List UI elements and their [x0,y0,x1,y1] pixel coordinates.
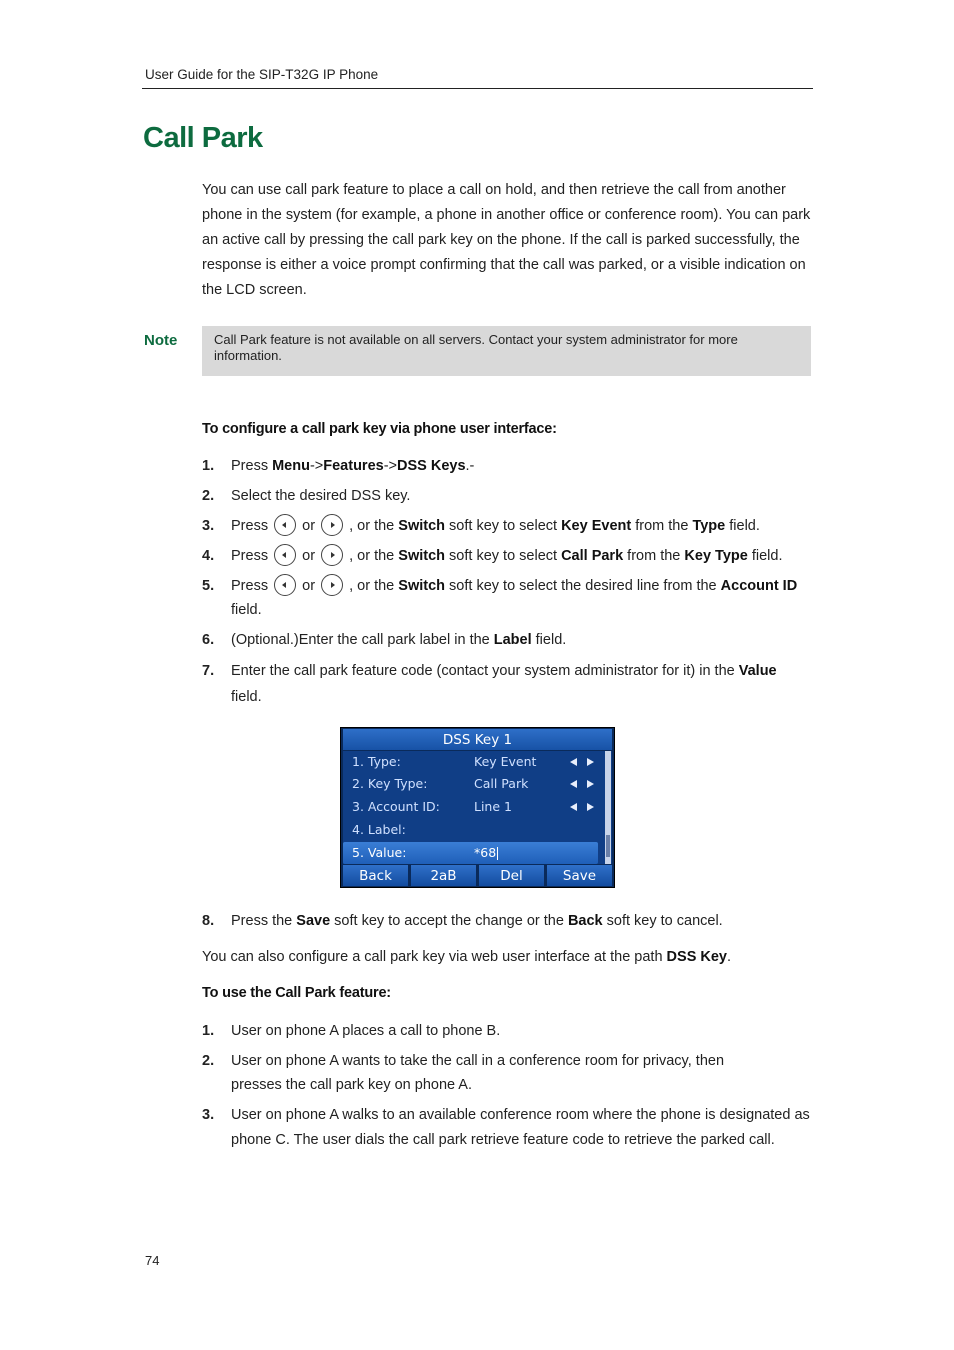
left-arrow-key-icon [274,514,296,536]
note-box [202,326,811,376]
menu-path-dss-keys: DSS Keys [397,458,466,474]
menu-path-features: Features [323,458,384,474]
note-label: Note [144,332,178,349]
account-id-field-ref: Account ID [720,578,798,594]
step-text: Press [231,518,269,534]
step-number: 4. [202,548,215,564]
lcd-scroll-thumb[interactable] [606,835,610,857]
lcd-row-value: Key Event [474,754,537,769]
key-event-ref: Key Event [561,518,632,534]
step-number: 2. [202,488,215,504]
configure-step-1 [202,454,814,478]
key-type-field-ref: Key Type [684,548,748,564]
step-number: 8. [202,913,215,929]
lcd-row-label: 4. Label: [352,822,406,837]
lcd-row-value: Call Park [474,776,529,791]
lcd-row-value-field[interactable] [343,842,598,864]
step-text: field. [725,518,760,534]
step-text: from the [631,518,693,534]
lcd-row-label: 2. Key Type: [352,776,428,791]
call-park-ref: Call Park [561,548,624,564]
configure-step-3 [202,514,814,538]
web-ui-paragraph [202,945,814,969]
softkey-save[interactable]: Save [547,865,612,886]
step-text: or [302,548,316,564]
step-text: (Optional.)Enter the call park label in the [231,632,494,648]
step-number: 5. [202,578,215,594]
step-text: .- [465,458,475,474]
lcd-body [343,751,612,864]
step-number: 2. [202,1053,215,1069]
header-rule [142,88,813,89]
step-text: , or the [349,578,399,594]
left-triangle-icon [570,803,577,811]
step-number: 3. [202,1107,215,1123]
step-text: field. [231,602,262,618]
lcd-row-value: *68 [474,845,497,860]
lcd-softkey-bar [343,865,612,886]
step-text: Press the [231,913,297,929]
configure-step-5 [202,574,814,622]
step-text: field. [231,689,262,705]
step-text: Enter the call park feature code (contact your system administrator for it) in the [231,663,739,679]
switch-softkey-ref: Switch [398,578,446,594]
right-triangle-icon [587,803,594,811]
page-number: 74 [145,1253,160,1268]
right-arrow-key-icon [321,544,343,566]
step-number: 6. [202,632,215,648]
step-text: soft key to accept the change or the [330,913,568,929]
step-text: soft key to cancel. [602,913,723,929]
step-text: from the [623,548,685,564]
softkey-input-mode[interactable]: 2aB [411,865,476,886]
step-text: or [302,518,316,534]
step-text: -> [309,458,324,474]
step-text: User on phone A walks to an available conference room where the phone is designated as phone C. The user dials the call park retrieve feature code to retrieve the parked call. [231,1107,810,1148]
configure-step-6 [202,628,814,652]
lcd-row-key-type[interactable] [343,773,605,795]
lcd-row-label: 3. Account ID: [352,799,440,814]
step-number: 1. [202,458,215,474]
paragraph-text: You can also configure a call park key via web user interface at the path [202,949,667,965]
configure-step-2 [202,484,814,508]
use-step-1 [202,1019,814,1043]
value-field-ref: Value [738,663,777,679]
step-text: Select the desired DSS key. [231,488,411,504]
use-step-3 [202,1103,814,1153]
save-softkey-ref: Save [296,913,331,929]
left-arrow-key-icon [274,574,296,596]
step-text: Press [231,548,269,564]
note-text: Call Park feature is not available on all servers. Contact your system administrator for more information. [214,332,738,363]
text-cursor [497,847,498,860]
step-text: field. [747,548,783,564]
step-text: soft key to select the desired line from the [445,578,721,594]
lcd-row-label-field[interactable] [343,819,605,841]
right-arrow-key-icon [321,574,343,596]
paragraph-text: . [727,949,732,965]
step-text: User on phone A places a call to phone B. [231,1023,501,1039]
label-field-ref: Label [493,632,532,648]
switch-softkey-ref: Switch [398,548,446,564]
left-triangle-icon [570,758,577,766]
step-text: field. [531,632,567,648]
configure-step-7 [202,658,814,710]
left-arrow-key-icon [274,544,296,566]
type-field-ref: Type [692,518,726,534]
dss-key-path-ref: DSS Key [666,949,727,965]
right-arrow-key-icon [321,514,343,536]
step-text: , or the [349,548,399,564]
step-text: Press [231,458,273,474]
configure-step-8 [202,909,814,933]
switch-softkey-ref: Switch [398,518,446,534]
step-text: , or the [349,518,399,534]
use-step-2 [202,1049,814,1097]
lcd-scrollbar[interactable] [605,751,611,864]
intro-paragraph: You can use call park feature to place a call on hold, and then retrieve the call from another phone in the system (for example, a phone in another office or conference room). You can park an active call by pressing the call park key on the phone. If the call is parked successfully, the response is either a voice prompt confirming that the call was parked, or a visible indication on the LCD screen. [202,182,811,298]
lcd-row-account-id[interactable] [343,796,605,818]
step-text: or [302,578,316,594]
page-title: Call Park [143,122,263,154]
step-number: 3. [202,518,215,534]
softkey-delete[interactable]: Del [479,865,544,886]
step-text: -> [383,458,397,474]
lcd-row-label: 1. Type: [352,754,401,769]
step-text: soft key to select [445,518,562,534]
step-text: User on phone A wants to take the call in a conference room for privacy, then presses the call park key on phone A. [231,1053,725,1093]
use-heading: To use the Call Park feature: [202,985,391,1001]
lcd-row-type[interactable] [343,751,605,773]
lcd-row-label: 5. Value: [352,845,407,860]
configure-step-4 [202,544,814,568]
step-text: Press [231,578,269,594]
lcd-screen [340,727,615,888]
configure-heading: To configure a call park key via phone user interface: [202,421,557,437]
right-triangle-icon [587,758,594,766]
running-header: User Guide for the SIP-T32G IP Phone [145,67,379,82]
softkey-back[interactable]: Back [343,865,408,886]
step-number: 7. [202,663,215,679]
step-text: soft key to select [445,548,562,564]
lcd-row-value: Line 1 [474,799,512,814]
left-triangle-icon [570,780,577,788]
right-triangle-icon [587,780,594,788]
menu-path-menu: Menu [272,458,310,474]
lcd-title: DSS Key 1 [343,729,612,750]
back-softkey-ref: Back [567,913,603,929]
step-number: 1. [202,1023,215,1039]
